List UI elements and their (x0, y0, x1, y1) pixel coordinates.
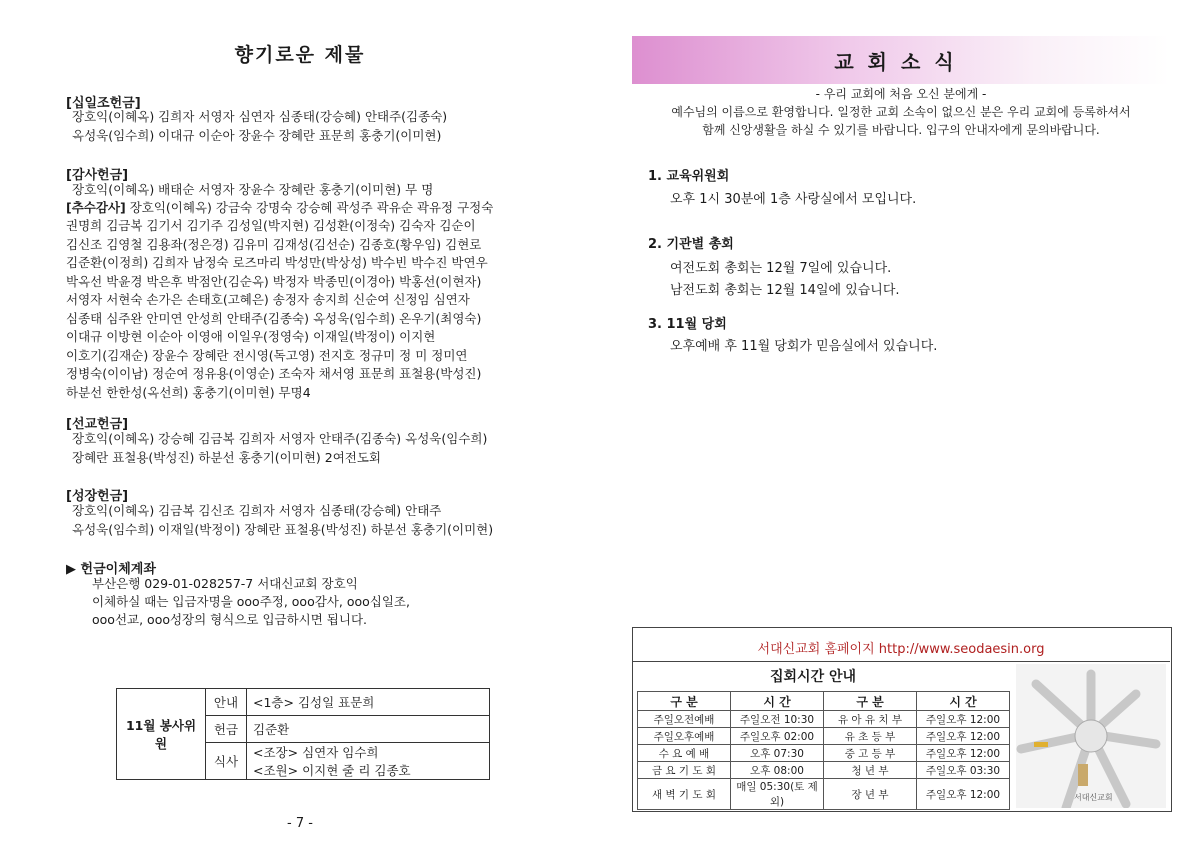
service-names: <1층> 김성일 표문희 (247, 689, 490, 716)
news-item-1-heading: 1. 교육위원회 (648, 169, 730, 184)
harvest-line: 김신조 김영철 김용좌(정은경) 김유미 김재성(김선순) 김종호(황우임) 김현로 (66, 236, 482, 252)
welcome-line-1: 예수님의 이름으로 환영합니다. 일정한 교회 소속이 없으신 분은 우리 교회에 등록하셔서 (671, 105, 1131, 119)
service-names: <조장> 심연자 임수희 (247, 743, 490, 762)
news-page-title: 교회소식 (834, 50, 968, 74)
mission-line-1: 장호익(이혜옥) 강승혜 김금복 김희자 서영자 안태주(김종숙) 옥성욱(임수희) (72, 431, 488, 446)
info-divider (632, 661, 1170, 662)
schedule-cell: 주일오후 12:00 (917, 779, 1010, 810)
schedule-cell: 수 요 예 배 (638, 745, 731, 762)
service-role: 안내 (206, 689, 247, 716)
welcome-heading: - 우리 교회에 처음 오신 분에게 - (815, 87, 987, 101)
harvest-line: 정병숙(이이남) 정순여 정유용(이영순) 조숙자 채서영 표문희 표철용(박성진) (66, 366, 482, 381)
schedule-cell: 주일오후 12:00 (917, 711, 1010, 728)
schedule-cell: 주일오후 12:00 (917, 745, 1010, 762)
news-item-2-line: 여전도회 총회는 12월 7일에 있습니다. (670, 261, 892, 276)
map-church-building-icon (1078, 764, 1088, 786)
map-marker-icon (1034, 742, 1048, 747)
schedule-cell: 유 초 등 부 (824, 728, 917, 745)
map-church-label: 서대신교회 (1074, 793, 1113, 802)
schedule-cell: 주일오후예배 (638, 728, 731, 745)
thanks-heading: [감사헌금] (66, 168, 129, 183)
schedule-header: 구 분 (824, 692, 917, 711)
service-volunteer-table (116, 688, 490, 780)
offering-page-title: 향기로운 제물 (234, 44, 366, 66)
service-names: 김준환 (247, 716, 490, 743)
service-names: <조원> 이지현 줄 리 김종호 (247, 761, 490, 780)
thanks-line-1: 장호익(이혜옥) 배태순 서영자 장윤수 장혜란 홍충기(이미현) 무 명 (72, 182, 434, 197)
schedule-table (637, 691, 1010, 810)
schedule-cell: 새 벽 기 도 회 (638, 779, 731, 810)
schedule-header: 시 간 (917, 692, 1010, 711)
homepage-link[interactable]: 서대신교회 홈페이지 http://www.seodaesin.org (757, 642, 1045, 657)
tithe-line-2: 옥성욱(임수희) 이대규 이순아 장윤수 장혜란 표문희 홍충기(이미현) (72, 128, 442, 143)
schedule-header: 시 간 (731, 692, 824, 711)
schedule-cell: 주일오전예배 (638, 711, 731, 728)
harvest-line: 하분선 한한성(옥선희) 홍충기(이미현) 무명4 (66, 384, 311, 400)
news-item-3-line: 오후예배 후 11월 당회가 믿음실에서 있습니다. (670, 339, 938, 354)
schedule-cell: 주일오전 10:30 (731, 711, 824, 728)
harvest-names-first: 장호익(이혜옥) 강금숙 강명숙 강승혜 곽성주 곽유순 곽유정 구정숙 (125, 200, 494, 215)
harvest-line: 권명희 김금복 김기서 김기주 김성일(박지현) 김성환(이정숙) 김숙자 김순이 (66, 218, 476, 233)
harvest-line: 심종태 심주완 안미연 안성희 안태주(김종숙) 옥성욱(임수희) 온우기(최영숙) (66, 310, 482, 326)
news-item-3-heading: 3. 11월 당회 (648, 317, 727, 332)
harvest-line: 이대규 이방현 이순아 이영애 이일우(정영숙) 이재일(박정이) 이지현 (66, 329, 436, 344)
growth-line-2: 옥성욱(임수희) 이재일(박정이) 장혜란 표철용(박성진) 하분선 홍충기(이미현) (72, 522, 494, 537)
church-location-map (1016, 664, 1166, 808)
mission-heading: [선교헌금] (66, 417, 129, 432)
schedule-header: 구 분 (638, 692, 731, 711)
schedule-cell: 금 요 기 도 회 (638, 762, 731, 779)
account-line-3: ooo선교, ooo성장의 형식으로 입금하시면 됩니다. (92, 612, 368, 627)
schedule-cell: 매일 05:30(토 제외) (731, 779, 824, 810)
harvest-line: 김준환(이정희) 김희자 남정숙 로즈마리 박성만(박상성) 박수빈 박수진 박연우 (66, 255, 488, 270)
schedule-cell: 유 아 유 치 부 (824, 711, 917, 728)
harvest-line: 박옥선 박윤경 박은후 박점안(김순옥) 박정자 박종민(이경아) 박홍선(이현자) (66, 273, 482, 289)
account-heading: ▶ 헌금이체계좌 (66, 562, 156, 577)
welcome-line-2: 함께 신앙생활을 하실 수 있기를 바랍니다. 입구의 안내자에게 문의바랍니다. (702, 123, 1100, 137)
service-role: 식사 (206, 743, 247, 780)
growth-line-1: 장호익(이혜옥) 김금복 김신조 김희자 서영자 심종태(강승혜) 안태주 (72, 503, 442, 518)
schedule-cell: 주일오후 12:00 (917, 728, 1010, 745)
schedule-cell: 오후 08:00 (731, 762, 824, 779)
map-rotary-icon (1075, 720, 1107, 752)
schedule-title: 집회시간 안내 (770, 669, 857, 685)
harvest-line: 서영자 서현숙 손가은 손태호(고혜은) 송정자 송지희 신순여 신정임 심연자 (66, 292, 470, 307)
news-item-2-line: 남전도회 총회는 12월 14일에 있습니다. (670, 283, 900, 298)
schedule-cell: 오후 07:30 (731, 745, 824, 762)
mission-line-2: 장혜란 표철용(박성진) 하분선 홍충기(이미현) 2여전도회 (72, 450, 382, 465)
schedule-cell: 장 년 부 (824, 779, 917, 810)
growth-heading: [성장헌금] (66, 489, 129, 504)
schedule-cell: 주일오후 02:00 (731, 728, 824, 745)
account-line-1: 부산은행 029-01-028257-7 서대신교회 장호익 (92, 576, 358, 591)
harvest-heading: [추수감사] (66, 200, 126, 215)
schedule-cell: 청 년 부 (824, 762, 917, 779)
harvest-line: 이호기(김재순) 장윤수 장혜란 전시영(독고영) 전지호 정규미 정 미 정미연 (66, 347, 468, 363)
schedule-cell: 중 고 등 부 (824, 745, 917, 762)
service-label: 11월 봉사위원 (117, 689, 206, 780)
service-role: 헌금 (206, 716, 247, 743)
news-item-2-heading: 2. 기관별 총회 (648, 237, 734, 252)
tithe-line-1: 장호익(이혜옥) 김희자 서영자 심연자 심종태(강승혜) 안태주(김종숙) (72, 109, 448, 124)
news-item-1-line: 오후 1시 30분에 1층 사랑실에서 모입니다. (670, 192, 917, 207)
harvest-line-first (66, 199, 493, 218)
account-line-2: 이체하실 때는 입금자명을 ooo주정, ooo감사, ooo십일조, (92, 594, 410, 609)
tithe-heading: [십일조헌금] (66, 96, 141, 111)
schedule-cell: 주일오후 03:30 (917, 762, 1010, 779)
page-number: - 7 - (287, 816, 313, 831)
